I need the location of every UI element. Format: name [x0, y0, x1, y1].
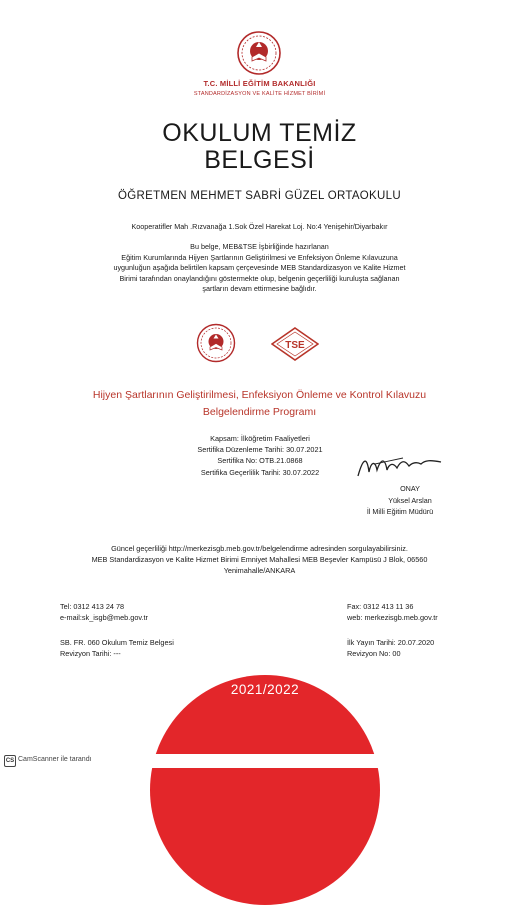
paragraph-line: Eğitim Kurumlarında Hijyen Şartlarının Geliştirilmesi ve Enfeksiyon Önleme Kılavuzuna	[121, 252, 398, 262]
approval-status: ONAY	[400, 484, 420, 493]
school-name: ÖĞRETMEN MEHMET SABRİ GÜZEL ORTAOKULU	[118, 190, 401, 202]
unit-name: STANDARDİZASYON VE KALİTE HİZMET BİRİMİ	[193, 91, 326, 97]
document-info-left	[60, 638, 174, 660]
verification-line: Yenimahalle/ANKARA	[223, 565, 296, 575]
expiry-date-text: Sertifika Geçerlilik Tarihi: 30.07.2022	[200, 467, 320, 477]
meb-emblem-icon	[236, 30, 282, 76]
paragraph-line: şartların devam ettirmesine bağlıdır.	[202, 284, 317, 294]
revision-no-text: Revizyon No: 00	[347, 648, 401, 658]
camscanner-text: CamScanner ile tarandı	[18, 756, 92, 763]
ministry-name: T.C. MİLLİ EĞİTİM BAKANLIĞI	[203, 79, 316, 88]
approver-name: Yüksel Arslan	[388, 496, 432, 505]
program-title-line2: Belgelendirme Programı	[202, 406, 317, 418]
year-badge-text: 2021/2022	[230, 682, 300, 697]
phone-text: Tel: 0312 413 24 78	[60, 602, 125, 611]
approver-title: İl Milli Eğitim Müdürü	[366, 507, 434, 516]
web-text: web: merkezisgb.meb.gov.tr	[347, 612, 438, 622]
scope-text: Kapsam: İlköğretim Faaliyetleri	[210, 434, 310, 443]
email-text: e-mail:sk_isgb@meb.gov.tr	[60, 612, 148, 622]
fax-text: Fax: 0312 413 11 36	[347, 602, 414, 611]
signature-icon	[355, 452, 445, 482]
tse-logo-icon	[271, 327, 319, 361]
program-title	[0, 387, 519, 421]
school-address: Kooperatifler Mah .Rızvanağa 1.Sok Özel Harekat Loj. No:4 Yenişehir/Diyarbakır	[131, 222, 388, 231]
certificate-details	[175, 433, 345, 478]
revision-date-text: Revizyon Tarihi: ---	[60, 648, 121, 658]
certificate-title-line1: OKULUM TEMİZ	[162, 119, 357, 147]
contact-right	[347, 602, 438, 624]
paragraph-line: Bu belge, MEB&TSE İşbirliğinde hazırlanan	[190, 242, 329, 251]
publish-date-text: İlk Yayın Tarihi: 20.07.2020	[347, 638, 435, 647]
contact-left	[60, 602, 148, 624]
verification-block	[0, 544, 519, 576]
paragraph-line: uygunluğun aşağıda belirtilen kapsam çerçevesinde MEB Standardizasyon ve Kalite Hizmet	[113, 263, 406, 273]
cert-no-text: Sertifika No: OTB.21.0868	[217, 456, 303, 466]
meb-seal-icon	[196, 323, 236, 363]
document-info-right	[347, 638, 434, 660]
verification-line: Güncel geçerliliği http://merkezisgb.meb.gov.tr/belgelendirme adresinden sorgulayabilirsiniz.	[111, 544, 408, 553]
tse-logo-text: TSE	[285, 340, 305, 351]
program-title-line1: Hijyen Şartlarının Geliştirilmesi, Enfeksiyon Önleme ve Kontrol Kılavuzu	[92, 389, 427, 401]
verification-line: MEB Standardizasyon ve Kalite Hizmet Birimi Emniyet Mahallesi MEB Beşevler Kampüsü J Blok, 06560	[91, 554, 428, 564]
paragraph-line: Birimi tarafından onaylandığını göstermekte olup, belgenin geçerliliği kuruluşta sağlanan	[119, 273, 400, 283]
certificate-paragraph	[0, 242, 519, 295]
form-no-text: SB. FR. 060 Okulum Temiz Belgesi	[60, 638, 174, 647]
year-badge	[150, 675, 380, 905]
issue-date-text: Sertifika Düzenleme Tarihi: 30.07.2021	[197, 445, 323, 455]
camscanner-logo-icon: CS	[4, 755, 16, 767]
certificate-title-line2: BELGESİ	[204, 146, 315, 174]
